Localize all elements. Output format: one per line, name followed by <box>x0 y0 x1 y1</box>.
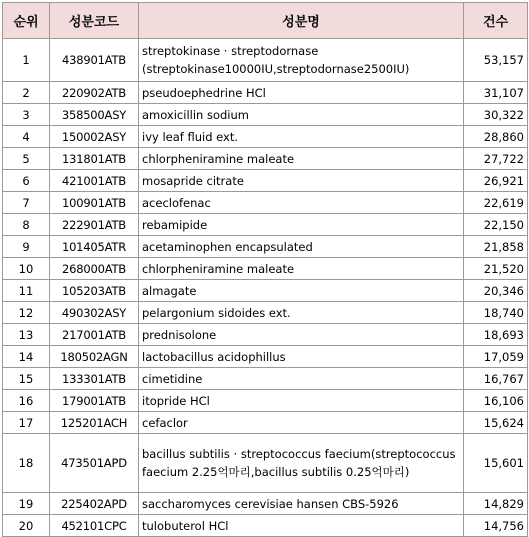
table-row <box>3 82 528 104</box>
code-cell: 222901ATB <box>50 214 139 236</box>
name-cell: itopride HCl <box>139 390 464 412</box>
name-cell: cefaclor <box>139 412 464 434</box>
rank-cell: 15 <box>3 368 50 390</box>
count-header: 건수 <box>464 3 528 39</box>
header-row <box>3 3 528 39</box>
name-cell: amoxicillin sodium <box>139 104 464 126</box>
name-cell: acetaminophen encapsulated <box>139 236 464 258</box>
code-cell: 133301ATB <box>50 368 139 390</box>
name-cell: cimetidine <box>139 368 464 390</box>
count-cell: 53,157 <box>464 39 528 82</box>
rank-cell: 20 <box>3 515 50 537</box>
code-cell: 180502AGN <box>50 346 139 368</box>
name-cell: pelargonium sidoides ext. <box>139 302 464 324</box>
code-cell: 179001ATB <box>50 390 139 412</box>
rank-cell: 6 <box>3 170 50 192</box>
rank-cell: 18 <box>3 434 50 493</box>
table-row <box>3 280 528 302</box>
table-row <box>3 368 528 390</box>
table-row <box>3 324 528 346</box>
rank-cell: 1 <box>3 39 50 82</box>
code-cell: 125201ACH <box>50 412 139 434</box>
count-cell: 22,150 <box>464 214 528 236</box>
count-cell: 31,107 <box>464 82 528 104</box>
count-cell: 16,767 <box>464 368 528 390</box>
name-cell: chlorpheniramine maleate <box>139 258 464 280</box>
name-cell: ivy leaf fluid ext. <box>139 126 464 148</box>
table-row <box>3 434 528 493</box>
table-row <box>3 258 528 280</box>
name-cell: mosapride citrate <box>139 170 464 192</box>
code-cell: 150002ASY <box>50 126 139 148</box>
name-cell: chlorpheniramine maleate <box>139 148 464 170</box>
code-cell: 490302ASY <box>50 302 139 324</box>
rank-cell: 4 <box>3 126 50 148</box>
code-cell: 225402APD <box>50 493 139 515</box>
name-header: 성분명 <box>139 3 464 39</box>
code-cell: 100901ATB <box>50 192 139 214</box>
rank-cell: 13 <box>3 324 50 346</box>
name-cell: lactobacillus acidophillus <box>139 346 464 368</box>
ingredient-ranking-table <box>2 2 528 537</box>
table-body <box>3 39 528 537</box>
table-row <box>3 302 528 324</box>
table-row <box>3 346 528 368</box>
count-cell: 14,756 <box>464 515 528 537</box>
rank-header: 순위 <box>3 3 50 39</box>
rank-cell: 12 <box>3 302 50 324</box>
table-row <box>3 104 528 126</box>
table-row <box>3 148 528 170</box>
table-row <box>3 39 528 82</box>
name-cell: streptokinase · streptodornase (streptokinase10000IU,streptodornase2500IU) <box>139 39 464 82</box>
rank-cell: 2 <box>3 82 50 104</box>
code-cell: 220902ATB <box>50 82 139 104</box>
count-cell: 15,601 <box>464 434 528 493</box>
rank-cell: 14 <box>3 346 50 368</box>
count-cell: 16,106 <box>464 390 528 412</box>
code-cell: 105203ATB <box>50 280 139 302</box>
name-cell: rebamipide <box>139 214 464 236</box>
table-row <box>3 214 528 236</box>
table-row <box>3 192 528 214</box>
code-cell: 131801ATB <box>50 148 139 170</box>
rank-cell: 9 <box>3 236 50 258</box>
code-cell: 452101CPC <box>50 515 139 537</box>
name-cell: bacillus subtilis · streptococcus faecium(streptococcus faecium 2.25억마리,bacillus subtilis 0.25억마리) <box>139 434 464 493</box>
code-cell: 217001ATB <box>50 324 139 346</box>
count-cell: 27,722 <box>464 148 528 170</box>
table-row <box>3 126 528 148</box>
table-row <box>3 390 528 412</box>
code-cell: 101405ATR <box>50 236 139 258</box>
count-cell: 18,693 <box>464 324 528 346</box>
count-cell: 17,059 <box>464 346 528 368</box>
rank-cell: 19 <box>3 493 50 515</box>
code-header: 성분코드 <box>50 3 139 39</box>
code-cell: 268000ATB <box>50 258 139 280</box>
code-cell: 421001ATB <box>50 170 139 192</box>
name-cell: tulobuterol HCl <box>139 515 464 537</box>
count-cell: 15,624 <box>464 412 528 434</box>
count-cell: 21,858 <box>464 236 528 258</box>
table-row <box>3 515 528 537</box>
table-row <box>3 412 528 434</box>
count-cell: 26,921 <box>464 170 528 192</box>
count-cell: 28,860 <box>464 126 528 148</box>
rank-cell: 10 <box>3 258 50 280</box>
name-cell: almagate <box>139 280 464 302</box>
table-row <box>3 236 528 258</box>
count-cell: 20,346 <box>464 280 528 302</box>
code-cell: 358500ASY <box>50 104 139 126</box>
code-cell: 438901ATB <box>50 39 139 82</box>
rank-cell: 11 <box>3 280 50 302</box>
rank-cell: 5 <box>3 148 50 170</box>
count-cell: 18,740 <box>464 302 528 324</box>
name-cell: aceclofenac <box>139 192 464 214</box>
name-cell: saccharomyces cerevisiae hansen CBS-5926 <box>139 493 464 515</box>
rank-cell: 16 <box>3 390 50 412</box>
code-cell: 473501APD <box>50 434 139 493</box>
count-cell: 21,520 <box>464 258 528 280</box>
rank-cell: 8 <box>3 214 50 236</box>
count-cell: 22,619 <box>464 192 528 214</box>
rank-cell: 7 <box>3 192 50 214</box>
count-cell: 14,829 <box>464 493 528 515</box>
count-cell: 30,322 <box>464 104 528 126</box>
table-row <box>3 493 528 515</box>
rank-cell: 17 <box>3 412 50 434</box>
table-row <box>3 170 528 192</box>
name-cell: prednisolone <box>139 324 464 346</box>
name-cell: pseudoephedrine HCl <box>139 82 464 104</box>
rank-cell: 3 <box>3 104 50 126</box>
